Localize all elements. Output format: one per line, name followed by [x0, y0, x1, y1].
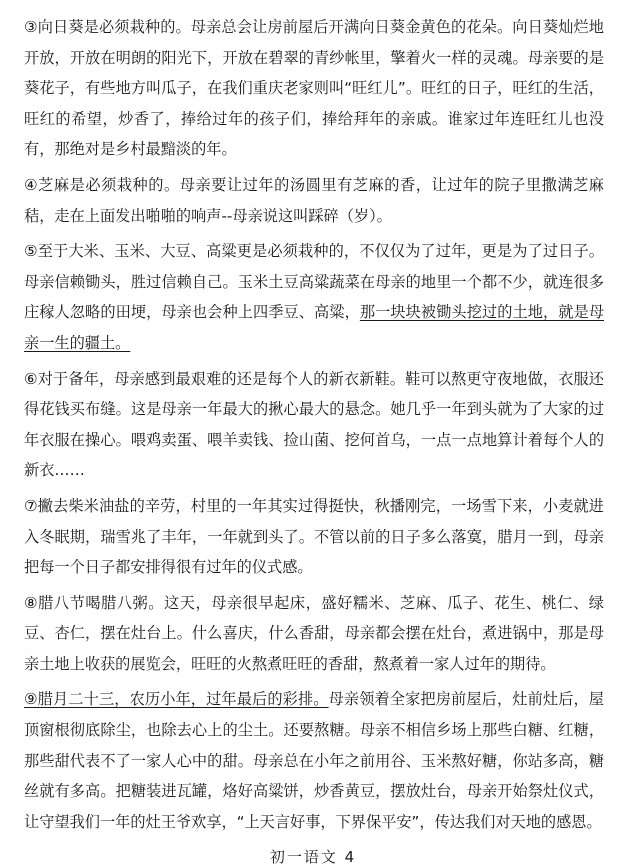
- paragraph-5: [24, 236, 604, 358]
- paragraph-7: ⑦撇去柴米油盐的辛劳，村里的一年其实过得挺快，秋播刚完，一场雪下来，小麦就进入冬眠期，瑞雪兆了丰年，一年就到头了。不管以前的日子多么落寞，腊月一到，母亲把每一个日子都安排得很有过年的仪式感。: [24, 496, 604, 577]
- paragraph-9-text: 母亲领着全家把房前屋后，灶前灶后，屋顶窗根彻底除尘，也除去心上的尘土。还要熬糖。母亲不相信乡场上那些白糖、红糖，那些甜代表不了一家人心中的甜。母亲总在小年之前用谷、玉米熬好糖，你站多高，糖丝就有多高。把糖装进瓦罐，烙好高粱饼，炒香黄豆，摆放灶台，母亲开始祭灶仪式，让守望我们一年的灶王爷欢享，“上天言好事，下界保平安”，传达我们对天地的感恩。: [24, 690, 604, 831]
- document-page: [24, 12, 604, 842]
- paragraph-6: ⑥对于备年，母亲感到最艰难的还是每个人的新衣新鞋。鞋可以熬更守夜地做，衣服还得花钱买布缝。这是母亲一年最大的揪心最大的悬念。她几乎一年到头就为了大家的过年衣服在操心。喂鸡卖蛋、喂羊卖钱、捡山菌、挖何首乌，一点一点地算计着每个人的新衣……: [24, 369, 604, 480]
- paragraph-5-text: ⑤至于大米、玉米、大豆、高粱更是必须栽种的，不仅仅为了过年，更是为了过日子。母亲信赖锄头，胜过信赖自己。玉米土豆高粱蔬菜在母亲的地里一个都不少，就连很多庄稼人忽略的田埂，母亲也会种上四季豆、高粱，: [24, 242, 604, 322]
- paragraph-4: ④芝麻是必须栽种的。母亲要让过年的汤圆里有芝麻的香，让过年的院子里撒满芝麻秸，走在上面发出啪啪的响声--母亲说这叫踩碎（岁）。: [24, 175, 604, 225]
- paragraph-3: ③向日葵是必须栽种的。母亲总会让房前屋后开满向日葵金黄色的花朵。向日葵灿烂地开放，开放在明朗的阳光下，开放在碧翠的青纱帐里，擎着火一样的灵魂。母亲要的是葵花子，有些地方叫瓜子，在我们重庆老家则叫“旺红儿”。旺红的日子，旺红的生活，旺红的希望，炒香了，捧给过年的孩子们，捧给拜年的亲戚。谁家过年连旺红儿也没有，那绝对是乡村最黯淡的年。: [24, 18, 604, 159]
- paragraph-5-underlined-sentence: 那一块块被锄头挖过的土地，就是母亲一生的疆土。: [24, 303, 605, 352]
- page-footer: 初一语文 4: [269, 848, 357, 866]
- paragraph-8: ⑧腊八节喝腊八粥。这天，母亲很早起床，盛好糯米、芝麻、瓜子、花生、桃仁、绿豆、杏仁，摆在灶台上。什么喜庆，什么香甜，母亲都会摆在灶台，煮进锅中，那是母亲土地上收获的展览会，旺旺的火熬煮旺旺的香甜，熬煮着一家人过年的期待。: [24, 593, 604, 673]
- paragraph-9: [24, 684, 604, 837]
- paragraph-9-underlined-sentence: ⑨腊月二十三，农历小年，过年最后的彩排。: [24, 690, 329, 709]
